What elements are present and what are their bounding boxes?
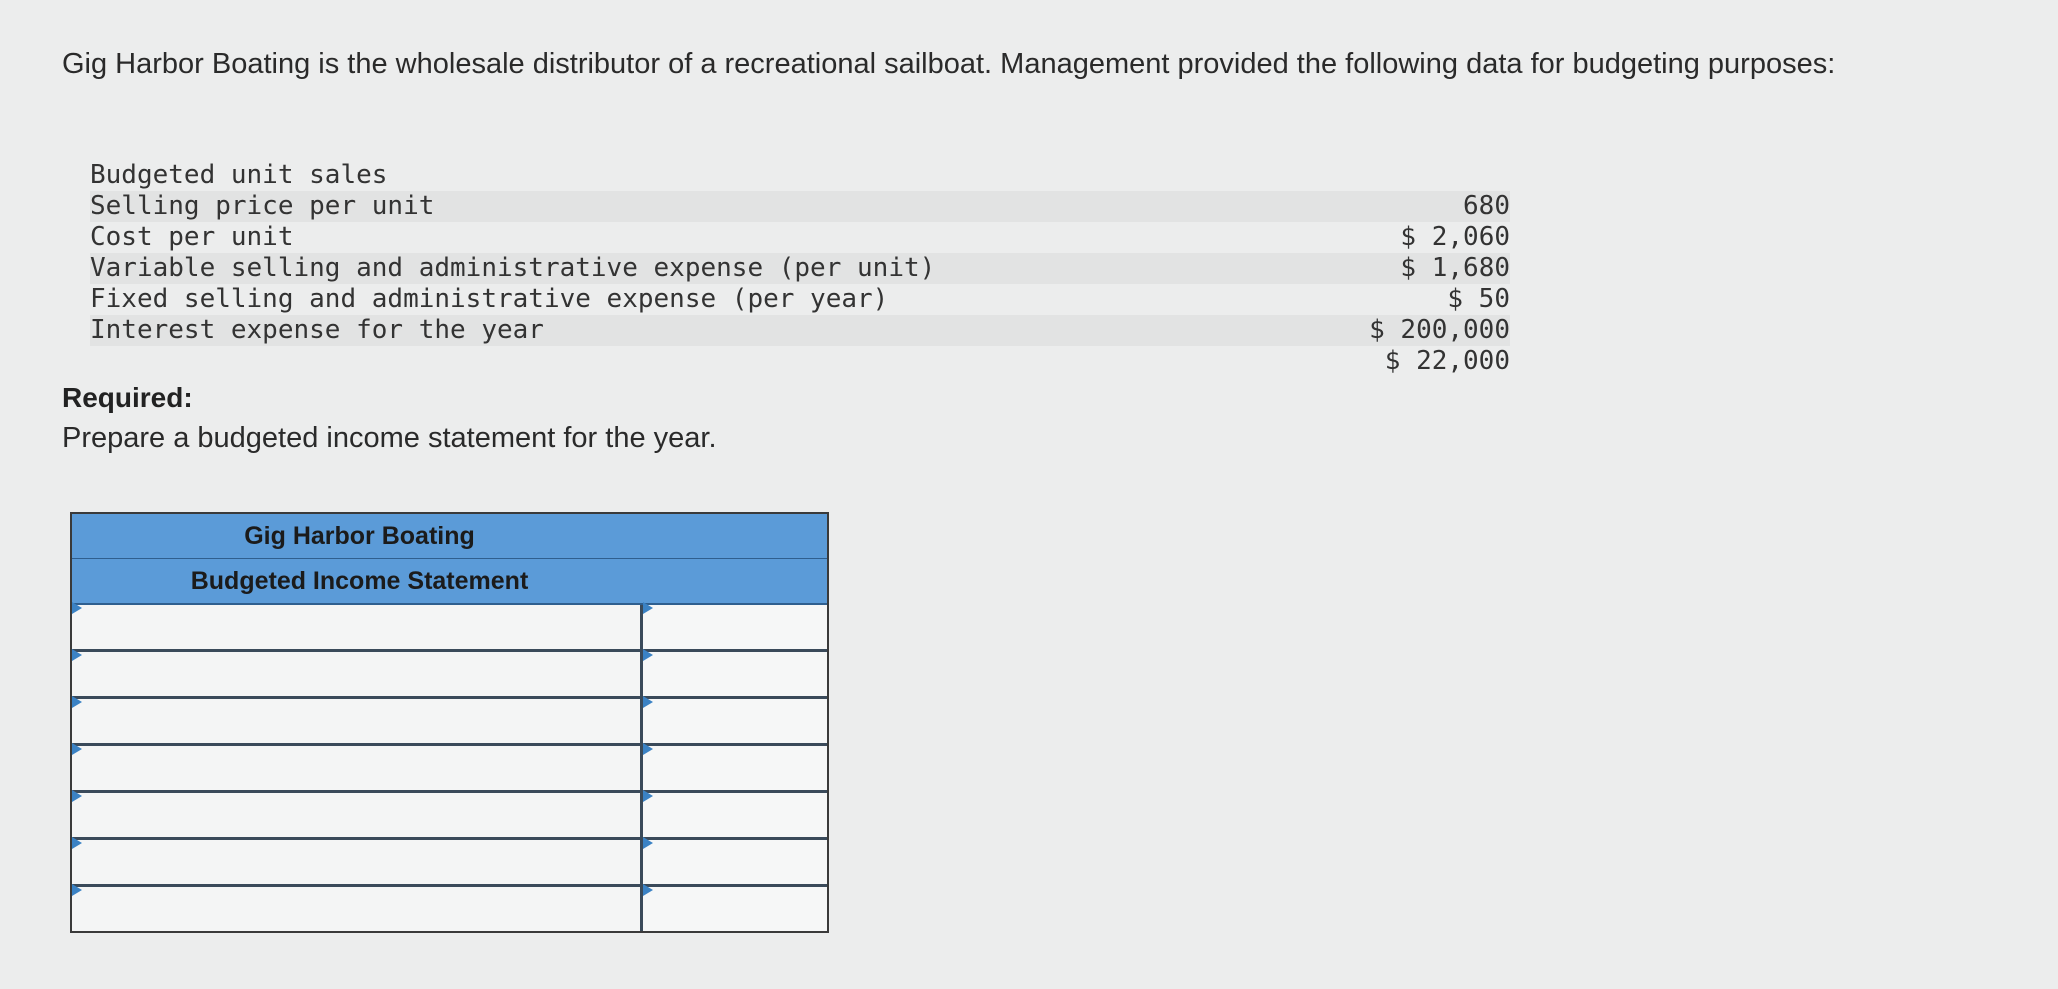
statement-amount-input[interactable]	[643, 652, 827, 696]
data-label-interest: Interest expense for the year	[90, 315, 1510, 346]
data-label-fixed-sa: Fixed selling and administrative expense (per year)	[90, 284, 889, 314]
statement-label-input[interactable]	[72, 840, 640, 884]
statement-amount-input[interactable]	[643, 605, 827, 649]
data-label-selling-price: Selling price per unit	[90, 191, 1510, 222]
statement-row	[72, 840, 827, 887]
data-value-variable-sa: $ 50	[1447, 284, 1510, 314]
statement-row	[72, 887, 827, 931]
statement-row	[72, 652, 827, 699]
statement-company-name: Gig Harbor Boating	[72, 514, 827, 559]
statement-label-cell	[72, 840, 643, 884]
statement-label-cell	[72, 605, 643, 649]
income-statement-header	[72, 514, 827, 605]
statement-label-input[interactable]	[72, 793, 640, 837]
statement-label-cell	[72, 887, 643, 931]
data-value-cost-per-unit: $ 1,680	[1210, 253, 1510, 284]
statement-label-input[interactable]	[72, 652, 640, 696]
statement-label-input[interactable]	[72, 699, 640, 743]
statement-label-cell	[72, 652, 643, 696]
data-value-unit-sales: 680	[1210, 191, 1510, 222]
intro-text: Gig Harbor Boating is the wholesale distributor of a recreational sailboat. Management provided the following data for budgeting purposes:	[62, 48, 1836, 80]
data-value-fixed-sa: $ 200,000	[1210, 315, 1510, 346]
statement-label-input[interactable]	[72, 887, 640, 931]
statement-amount-cell	[643, 746, 827, 790]
statement-amount-cell	[643, 652, 827, 696]
statement-amount-cell	[643, 793, 827, 837]
statement-amount-cell	[643, 605, 827, 649]
statement-amount-input[interactable]	[643, 699, 827, 743]
data-value-interest: $ 22,000	[1384, 346, 1510, 376]
budget-data-values	[1210, 191, 1510, 377]
required-heading: Required:	[62, 382, 193, 413]
statement-title: Budgeted Income Statement	[190, 567, 529, 595]
statement-amount-cell	[643, 887, 827, 931]
statement-label-input[interactable]	[72, 605, 640, 649]
statement-amount-cell	[643, 840, 827, 884]
statement-amount-cell	[643, 699, 827, 743]
statement-row	[72, 793, 827, 840]
statement-row	[72, 746, 827, 793]
statement-row	[72, 605, 827, 652]
statement-label-input[interactable]	[72, 746, 640, 790]
data-label-cost-per-unit: Cost per unit	[90, 222, 294, 252]
income-statement-form	[70, 512, 829, 933]
data-label-variable-sa: Variable selling and administrative expense (per unit)	[90, 253, 1510, 284]
required-instructions: Prepare a budgeted income statement for the year.	[62, 422, 717, 454]
statement-row	[72, 699, 827, 746]
statement-label-cell	[72, 793, 643, 837]
statement-amount-input[interactable]	[643, 887, 827, 931]
data-value-selling-price: $ 2,060	[1400, 222, 1510, 252]
statement-label-cell	[72, 699, 643, 743]
data-label-unit-sales: Budgeted unit sales	[90, 160, 388, 190]
statement-label-cell	[72, 746, 643, 790]
statement-amount-input[interactable]	[643, 793, 827, 837]
statement-amount-input[interactable]	[643, 746, 827, 790]
statement-amount-input[interactable]	[643, 840, 827, 884]
